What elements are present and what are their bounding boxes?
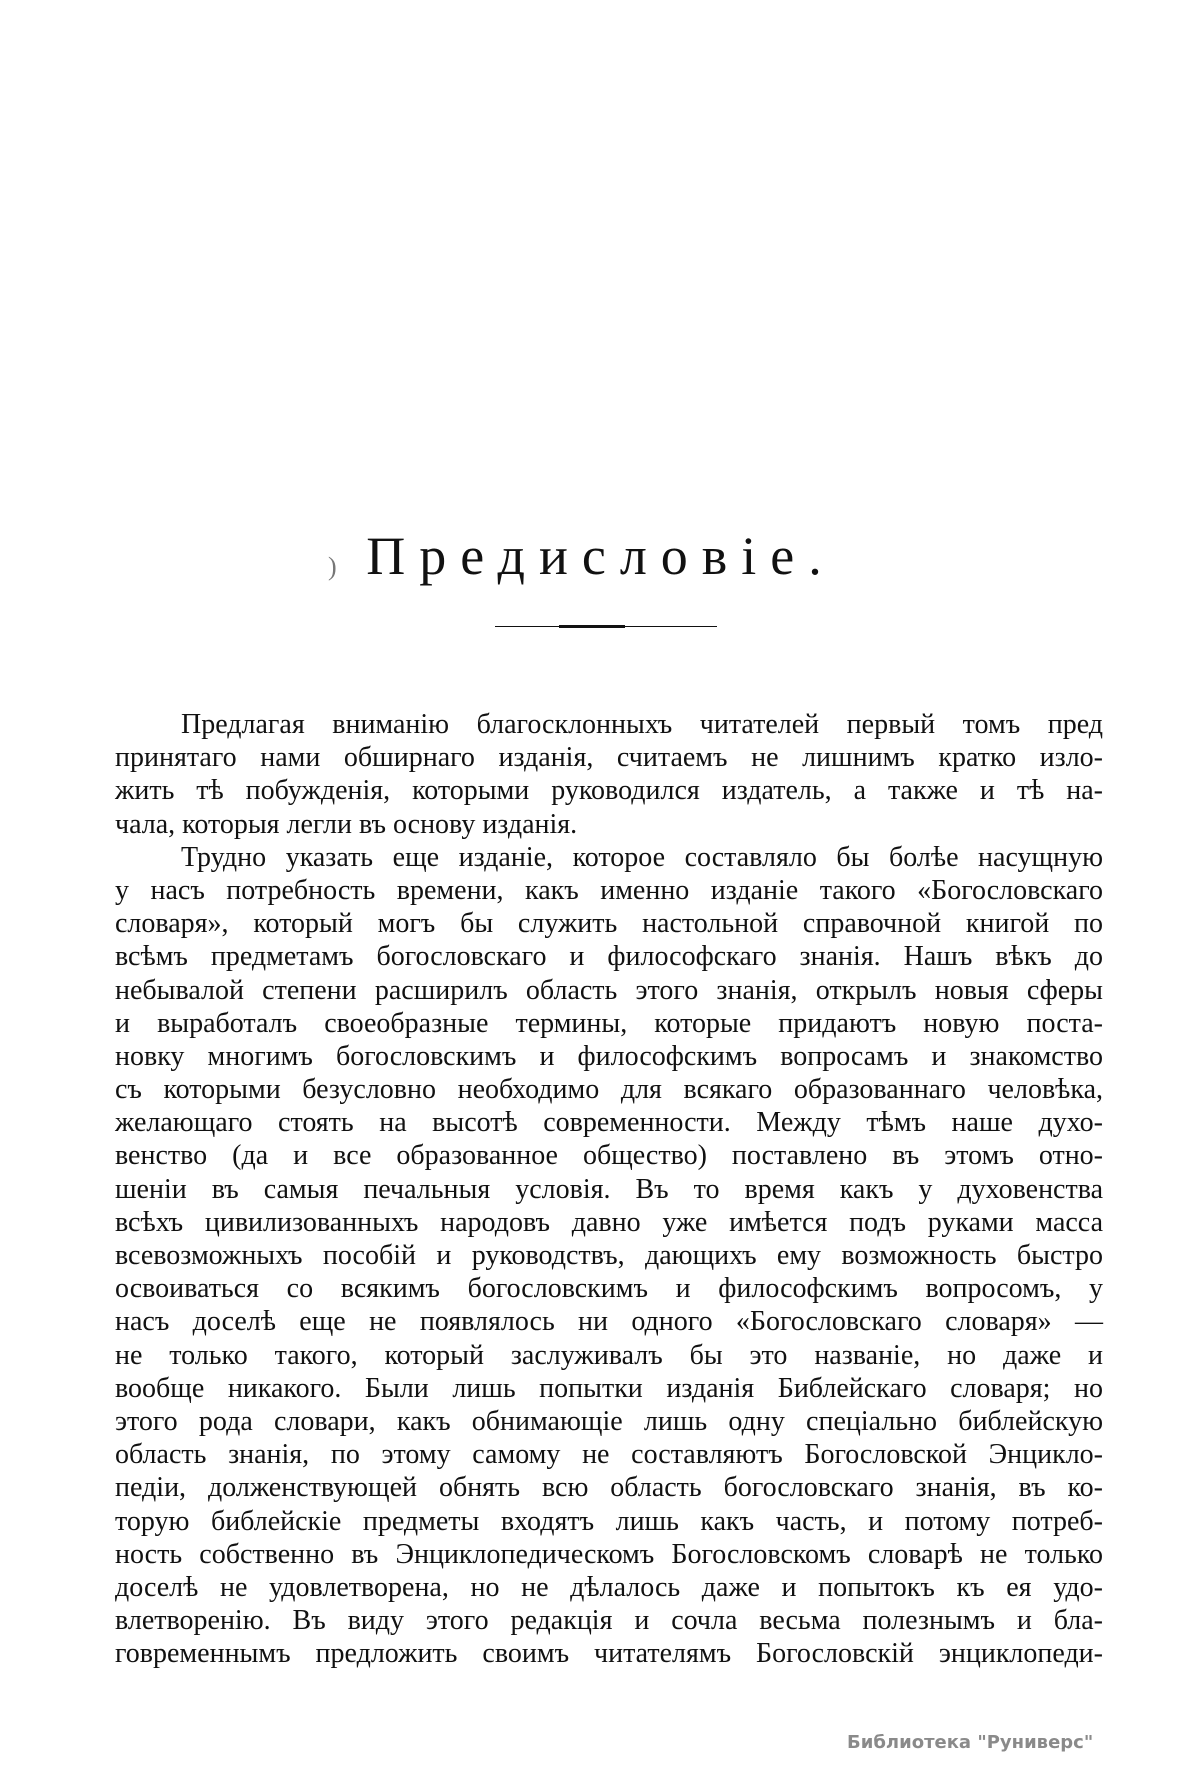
- text-line: Предлагая вниманію благосклонныхъ читателей первый томъ пред: [181, 709, 1103, 740]
- text-line: съ которыми безусловно необходимо для всякаго образованнаго человѣка,: [115, 1074, 1103, 1106]
- text-line: доселѣ не удовлетворена, но не дѣлалось даже и попытокъ къ ея удо-: [115, 1571, 1103, 1603]
- text-line: торую библейскіе предметы входятъ лишь какъ часть, и потому потреб-: [115, 1505, 1103, 1537]
- text-line: область знанія, по этому самому не составляютъ Богословской Энциклo-: [115, 1439, 1103, 1471]
- text-line: говременнымъ предложить своимъ читателямъ Богословскій энциклопеди-: [115, 1638, 1103, 1670]
- text-line: новку многимъ богословскимъ и философскимъ вопросамъ и знакомство: [115, 1040, 1103, 1072]
- paragraph: [115, 841, 1103, 1671]
- text-line: всѣмъ предметамъ богословскаго и философскаго знанія. Нашъ вѣкъ до: [115, 941, 1103, 973]
- text-line: насъ доселѣ еще не появлялось ни одного «Богословскаго словаря» —: [115, 1306, 1103, 1338]
- text-line: освоиваться со всякимъ богословскимъ и философскимъ вопросомъ, у: [115, 1273, 1103, 1305]
- paragraph: [115, 708, 1103, 841]
- text-line: небывалой степени расширилъ область этого знанія, открылъ новыя сферы: [115, 974, 1103, 1006]
- text-line: Трудно указать еще изданіе, которое составляло бы болѣе насущную: [181, 841, 1103, 873]
- text-line: влетворенію. Въ виду этого редакція и сочла весьма полезнымъ и бла-: [115, 1605, 1103, 1637]
- text-line: шеніи въ самыя печальныя условія. Въ то время какъ у духовенства: [115, 1173, 1103, 1205]
- text-line: педіи, долженствующей обнять всю область богословскаго знанія, въ ко-: [115, 1472, 1103, 1504]
- text-line: чала, которыя легли въ основу изданія.: [115, 808, 578, 840]
- text-line: словаря», который могъ бы служить настольной справочной книгой по: [115, 908, 1103, 940]
- text-line: всѣхъ цивилизованныхъ народовъ давно уже имѣется подъ руками масса: [115, 1206, 1103, 1238]
- text-line: всевозможныхъ пособій и руководствъ, дающихъ ему возможность быстро: [115, 1240, 1103, 1271]
- divider-center: [559, 625, 625, 628]
- text-line: вообще никакого. Были лишь попытки изданія Библейскаго словаря; но: [115, 1372, 1103, 1404]
- text-line: не только такого, который заслуживалъ бы это названіе, но даже и: [115, 1339, 1103, 1371]
- library-watermark: Библиотека "Руниверс": [847, 1732, 1094, 1753]
- stray-mark: ): [328, 552, 337, 581]
- page-title: Предисловіе.: [366, 526, 836, 587]
- body-text: [115, 708, 1103, 1670]
- text-line: венство (да и все образованное общество) поставлено въ этомъ отно-: [115, 1140, 1103, 1172]
- text-line: этого рода словари, какъ обнимающіе лишь одну спеціально библейскую: [115, 1405, 1103, 1437]
- text-line: у насъ потребность времени, какъ именно изданіе такого «Богословскаго: [115, 874, 1103, 906]
- text-line: ность собственно въ Энциклопедическомъ Богословскомъ словарѣ не только: [115, 1538, 1103, 1570]
- text-line: желающаго стоять на высотѣ современности. Между тѣмъ наше духо-: [115, 1107, 1103, 1139]
- text-line: и выработалъ своеобразные термины, которые придаютъ новую поста-: [115, 1007, 1103, 1039]
- text-line: жить тѣ побужденія, которыми руководился издатель, а также и тѣ на-: [115, 775, 1103, 807]
- title-divider: [495, 626, 717, 627]
- text-line: принятаго нами обширнаго изданія, считаемъ не лишнимъ кратко изло-: [115, 742, 1103, 774]
